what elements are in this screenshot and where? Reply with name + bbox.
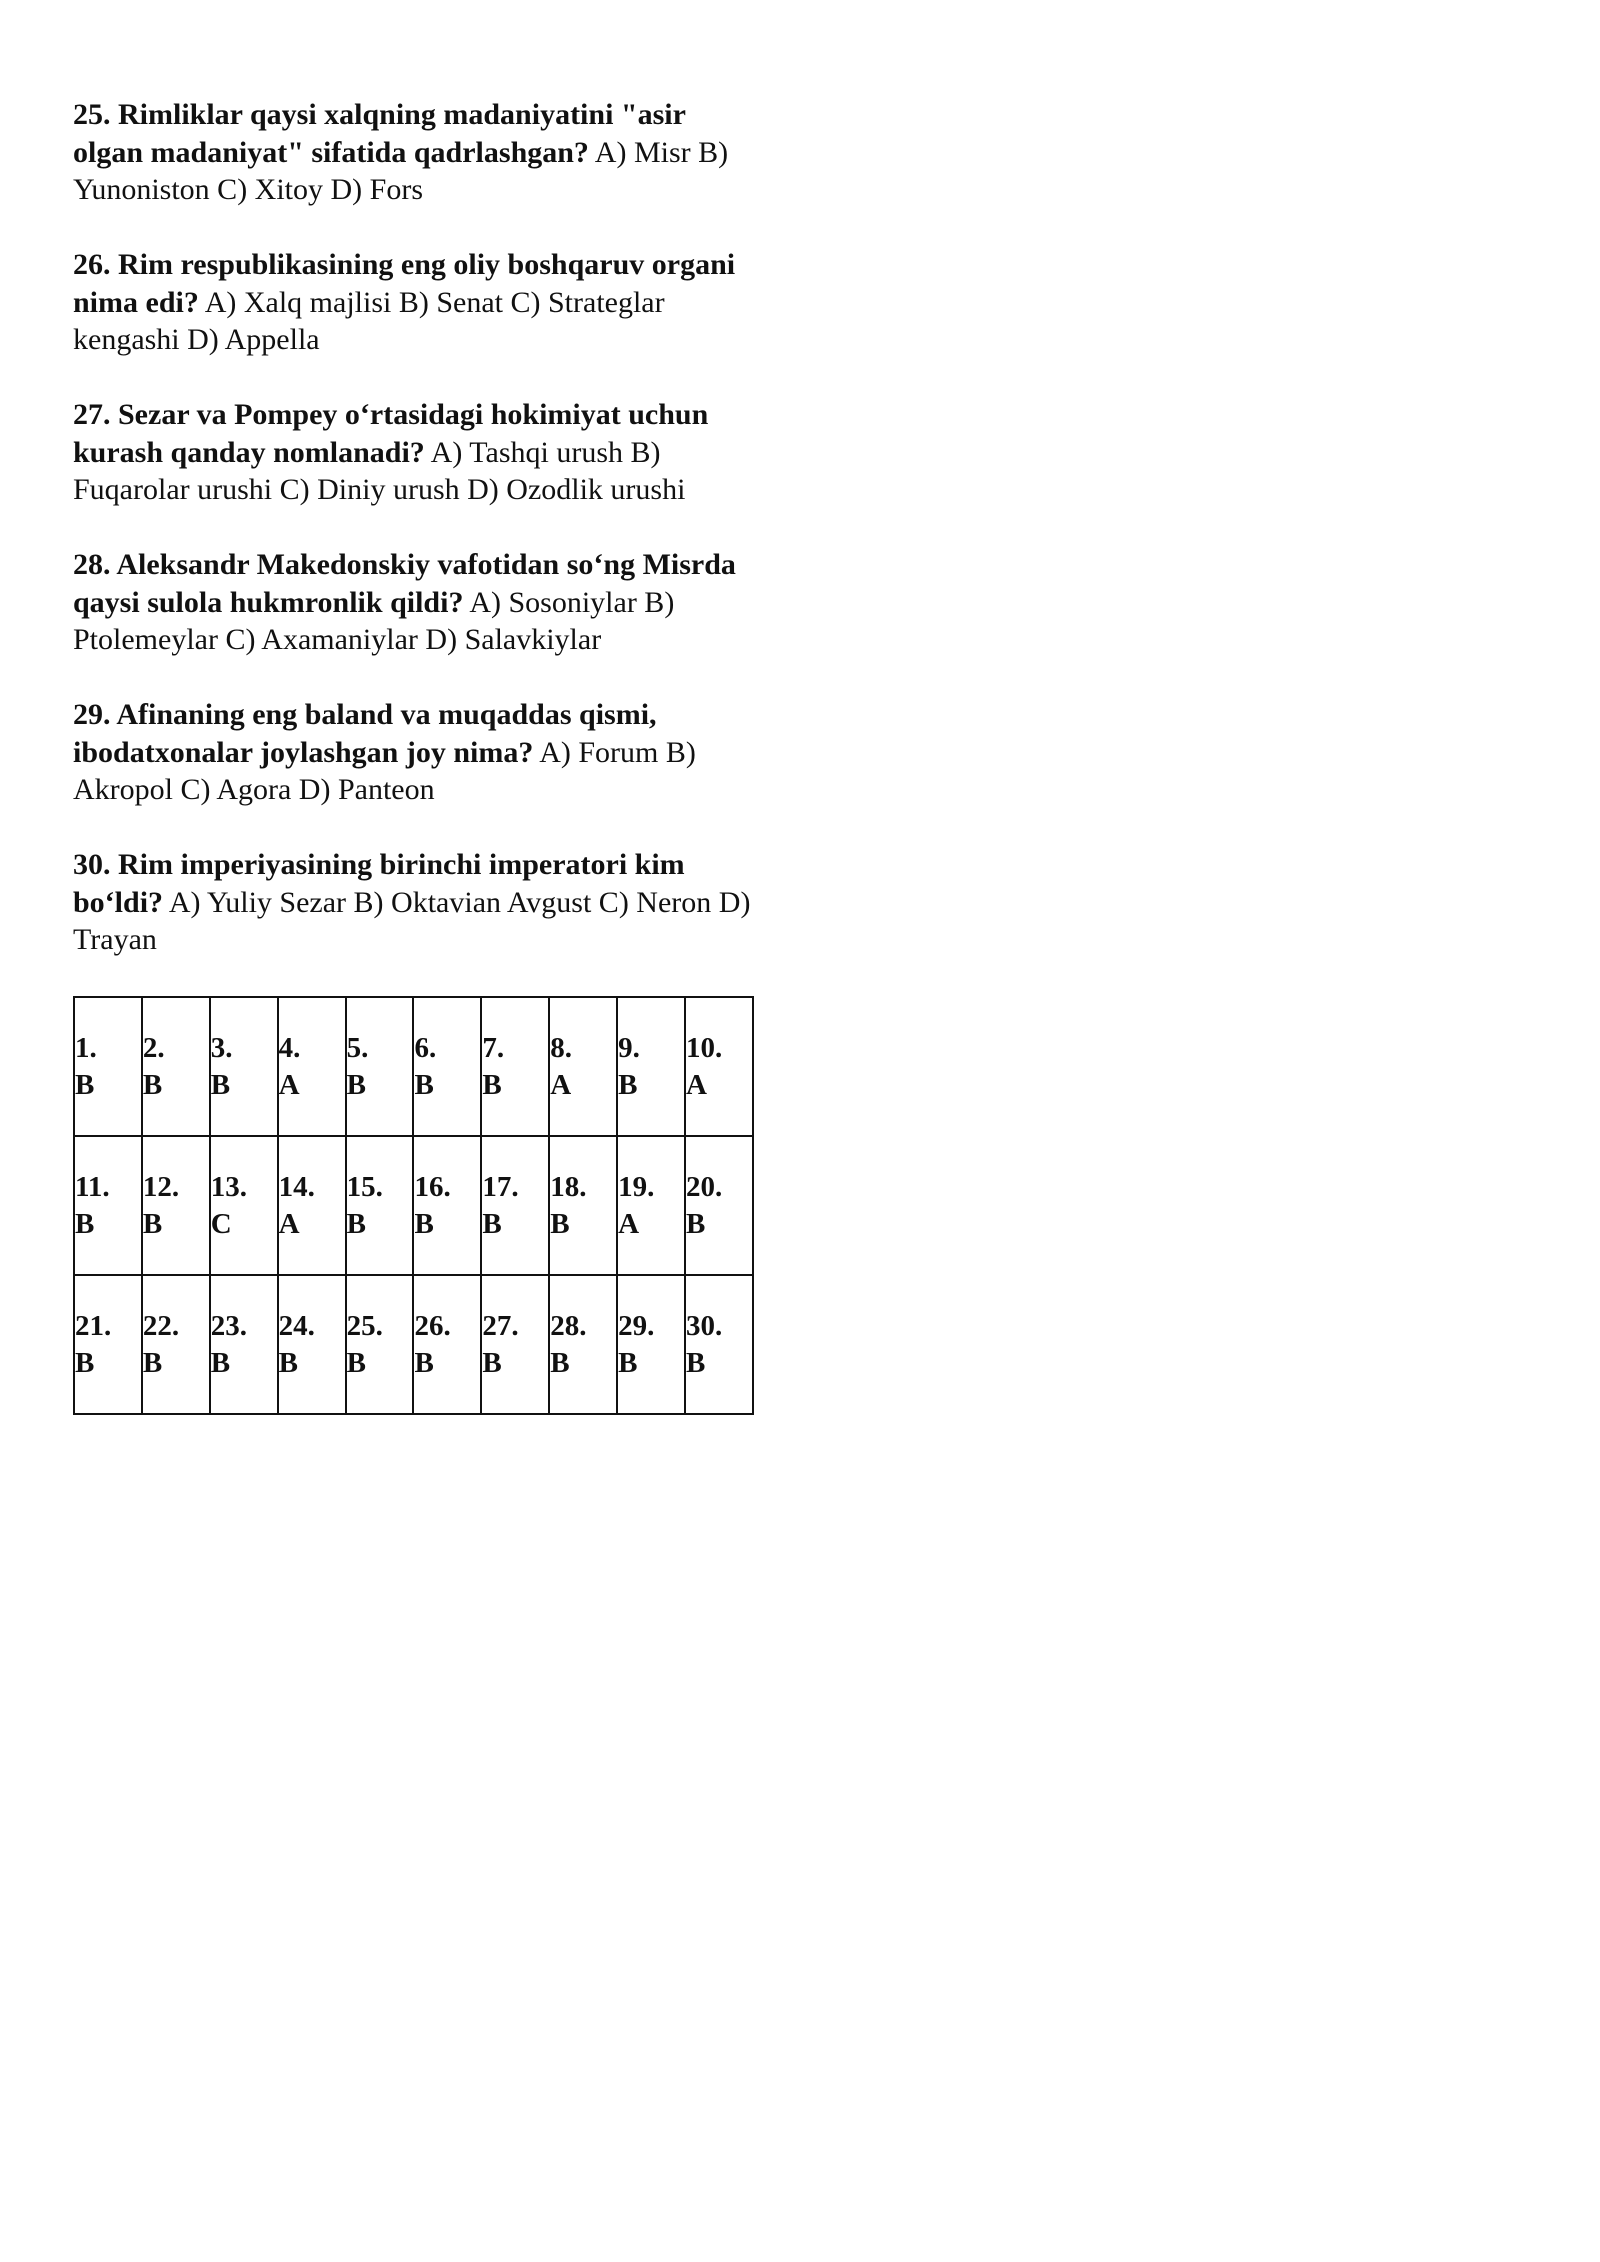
answer-key-cell: [142, 997, 210, 1136]
answer-number: 30.: [686, 1309, 723, 1342]
answer-number: 6.: [414, 1031, 437, 1064]
question-item: [73, 396, 753, 509]
answer-number: 23.: [210, 1309, 248, 1342]
answer-letter: B: [210, 1346, 231, 1379]
answer-key-cell: [549, 1275, 617, 1414]
answer-key-cell: [346, 997, 414, 1136]
answer-key-cell: [210, 1275, 278, 1414]
answer-key-cell: [346, 1275, 414, 1414]
answer-number: 27.: [482, 1309, 519, 1342]
answer-number: 19.: [618, 1170, 655, 1203]
answer-key-cell: [617, 997, 685, 1136]
answer-letter: A: [278, 1068, 300, 1101]
answer-letter: B: [142, 1207, 163, 1240]
answer-letter: B: [482, 1207, 502, 1240]
answer-key-cell: [278, 1275, 346, 1414]
answer-key-cell: [278, 997, 346, 1136]
answer-letter: B: [414, 1346, 434, 1379]
answer-number: 11.: [75, 1170, 110, 1203]
answer-key-cell: [685, 1136, 753, 1275]
answer-letter: B: [550, 1346, 570, 1379]
question-item: [73, 696, 753, 809]
answer-number: 10.: [686, 1031, 723, 1064]
answer-letter: B: [618, 1346, 638, 1379]
answer-letter: B: [75, 1207, 95, 1240]
answer-key-cell: [549, 1136, 617, 1275]
answer-number: 12.: [142, 1170, 180, 1203]
answer-letter: B: [482, 1068, 502, 1101]
answer-number: 4.: [278, 1031, 301, 1064]
answer-key-cell: [617, 1136, 685, 1275]
answer-letter: A: [618, 1207, 640, 1240]
answer-key-cell: [549, 997, 617, 1136]
answer-number: 15.: [346, 1170, 383, 1203]
answer-key-cell: [617, 1275, 685, 1414]
answer-number: 20.: [686, 1170, 723, 1203]
answer-letter: A: [550, 1068, 572, 1101]
answer-number: 18.: [550, 1170, 587, 1203]
answer-number: 21.: [75, 1309, 112, 1342]
question-text: 27. Sezar va Pompey o‘rtasidagi hokimiyat uchun kurash qanday nomlanadi?: [73, 398, 709, 469]
answer-key-cell: [74, 1275, 142, 1414]
answer-number: 2.: [142, 1031, 165, 1064]
answer-number: 13.: [210, 1170, 248, 1203]
answer-number: 29.: [618, 1309, 655, 1342]
answer-key-row: [74, 997, 753, 1136]
answer-letter: B: [346, 1346, 366, 1379]
answer-letter: B: [75, 1068, 95, 1101]
question-text: 28. Aleksandr Makedonskiy vafotidan so‘ng Misrda qaysi sulola hukmronlik qildi?: [73, 548, 736, 619]
answer-key-cell: [278, 1136, 346, 1275]
answer-key-row: [74, 1136, 753, 1275]
answer-key-table: [73, 996, 754, 1415]
answer-key-cell: [210, 1136, 278, 1275]
answer-letter: B: [142, 1346, 163, 1379]
answer-key-cell: [685, 997, 753, 1136]
answer-letter: A: [686, 1068, 707, 1101]
answer-letter: B: [482, 1346, 502, 1379]
answer-number: 1.: [75, 1031, 97, 1064]
answer-key-cell: [481, 997, 549, 1136]
question-options: A) Xalq majlisi B) Senat C) Strateglar kengashi D) Appella: [73, 285, 665, 356]
answer-key-cell: [142, 1136, 210, 1275]
answer-letter: B: [210, 1068, 231, 1101]
answer-letter: B: [550, 1207, 570, 1240]
question-text: 25. Rimliklar qaysi xalqning madaniyatini "asir olgan madaniyat" sifatida qadrlashgan?: [73, 98, 686, 169]
question-item: [73, 246, 753, 359]
document-page: [73, 96, 773, 1415]
answer-letter: B: [618, 1068, 638, 1101]
answer-number: 8.: [550, 1031, 572, 1064]
answer-letter: B: [414, 1207, 434, 1240]
answer-number: 25.: [346, 1309, 383, 1342]
answer-key-cell: [74, 997, 142, 1136]
answer-letter: A: [278, 1207, 300, 1240]
question-text: 29. Afinaning eng baland va muqaddas qismi, ibodatxonalar joylashgan joy nima?: [73, 698, 657, 769]
answer-key-cell: [413, 1136, 481, 1275]
answer-number: 28.: [550, 1309, 587, 1342]
answer-letter: B: [142, 1068, 163, 1101]
answer-number: 16.: [414, 1170, 451, 1203]
question-options: A) Yuliy Sezar B) Oktavian Avgust C) Neron D) Trayan: [73, 885, 751, 956]
answer-letter: B: [414, 1068, 434, 1101]
answer-number: 26.: [414, 1309, 451, 1342]
answer-number: 5.: [346, 1031, 369, 1064]
question-options: A) Tashqi urush B) Fuqarolar urushi C) Diniy urush D) Ozodlik urushi: [73, 435, 686, 506]
answer-number: 9.: [618, 1031, 640, 1064]
answer-letter: B: [75, 1346, 95, 1379]
answer-number: 14.: [278, 1170, 315, 1203]
answer-key-cell: [142, 1275, 210, 1414]
answer-key-cell: [481, 1136, 549, 1275]
answer-number: 3.: [210, 1031, 233, 1064]
answer-key-row: [74, 1275, 753, 1414]
answer-number: 7.: [482, 1031, 505, 1064]
question-item: [73, 96, 753, 209]
question-text: 30. Rim imperiyasining birinchi imperatori kim bo‘ldi?: [73, 848, 685, 919]
answer-letter: C: [210, 1207, 232, 1240]
answer-key-cell: [346, 1136, 414, 1275]
question-text: 26. Rim respublikasining eng oliy boshqaruv organi nima edi?: [73, 248, 736, 319]
answer-letter: B: [686, 1346, 706, 1379]
answer-key-cell: [413, 997, 481, 1136]
question-list: [73, 96, 773, 959]
question-item: [73, 846, 753, 959]
answer-number: 22.: [142, 1309, 180, 1342]
answer-letter: B: [346, 1207, 366, 1240]
answer-number: 24.: [278, 1309, 315, 1342]
question-options: A) Forum B) Akropol C) Agora D) Panteon: [73, 735, 696, 806]
answer-letter: B: [686, 1207, 706, 1240]
question-options: A) Misr B) Yunoniston C) Xitoy D) Fors: [73, 135, 729, 206]
answer-key-cell: [413, 1275, 481, 1414]
question-options: A) Sosoniylar B) Ptolemeylar C) Axamaniylar D) Salavkiylar: [73, 585, 675, 656]
answer-key-cell: [481, 1275, 549, 1414]
answer-key-cell: [685, 1275, 753, 1414]
answer-letter: B: [278, 1346, 299, 1379]
answer-key-cell: [74, 1136, 142, 1275]
answer-letter: B: [346, 1068, 366, 1101]
answer-key-cell: [210, 997, 278, 1136]
question-item: [73, 546, 753, 659]
answer-number: 17.: [482, 1170, 519, 1203]
